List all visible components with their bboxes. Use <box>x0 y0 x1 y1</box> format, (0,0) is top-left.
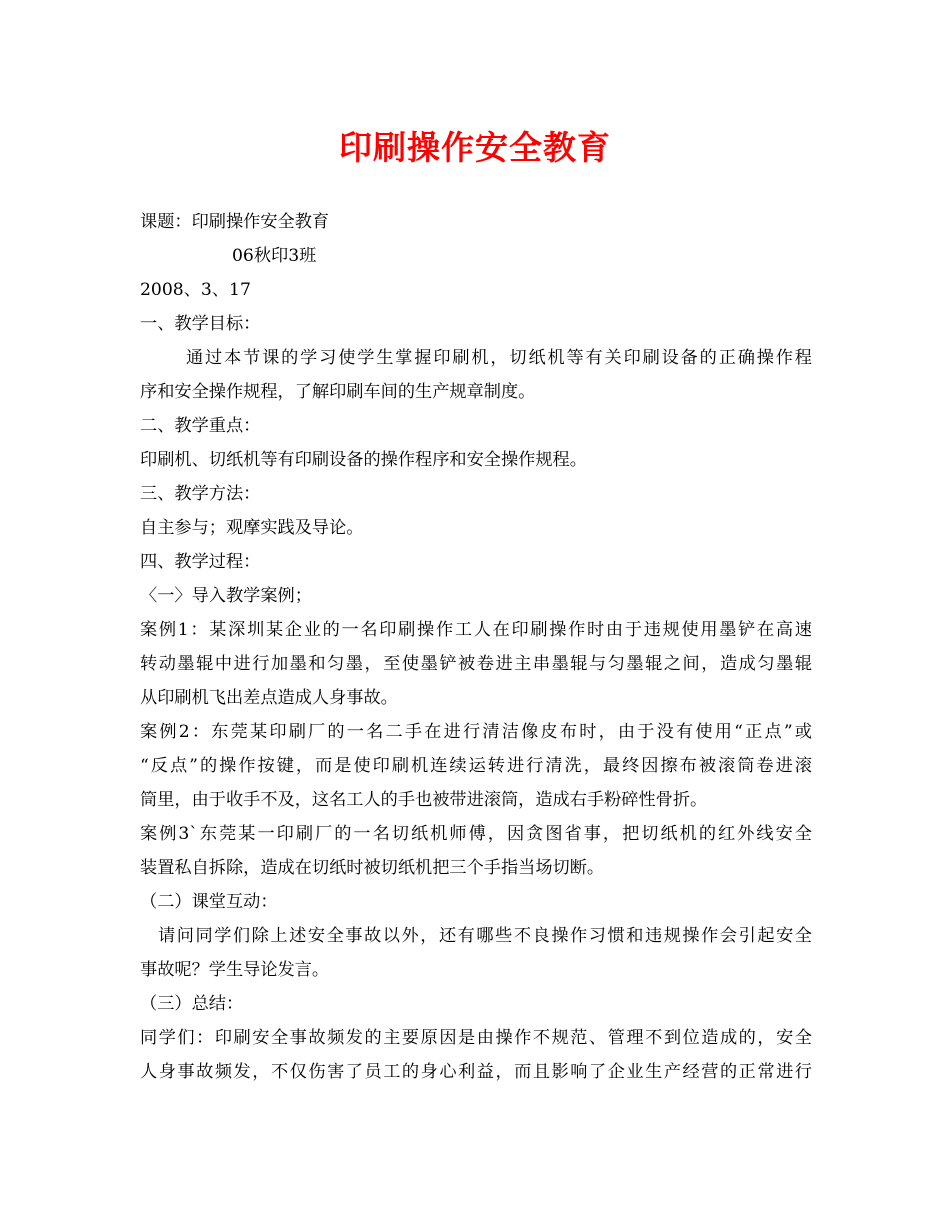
case-line: 从印刷机飞出差点造成人身事故。 <box>140 688 398 708</box>
case-line: 筒里，由于收手不及，这名工人的手也被带进滚筒，造成右手粉碎性骨折。 <box>140 790 708 810</box>
subsection-heading: （三）总结： <box>140 994 244 1014</box>
document-title: 印刷操作安全教育 <box>339 128 611 167</box>
paragraph-line: 自主参与；观摩实践及导论。 <box>140 518 364 538</box>
case-line: “反点”的操作按键，而是使印刷机连续运转进行清洗，最终因擦布被滚筒卷进滚 <box>140 756 812 776</box>
section-heading: 一、教学目标： <box>140 314 261 334</box>
case-line: 案例1：某深圳某企业的一名印刷操作工人在印刷操作时由于违规使用墨铲在高速 <box>140 620 812 640</box>
course-topic-line: 课题：印刷操作安全教育 <box>140 212 330 232</box>
paragraph-line: 同学们：印刷安全事故频发的主要原因是由操作不规范、管理不到位造成的，安全 <box>140 1028 812 1048</box>
paragraph-line: 事故呢？学生导论发言。 <box>140 960 330 980</box>
section-heading: 四、教学过程： <box>140 552 261 572</box>
paragraph-line: 序和安全操作规程，了解印刷车间的生产规章制度。 <box>140 382 536 402</box>
paragraph-line: 人身事故频发，不仅伤害了员工的身心利益，而且影响了企业生产经营的正常进行 <box>140 1062 812 1082</box>
paragraph-line: 通过本节课的学习使学生掌握印刷机，切纸机等有关印刷设备的正确操作程 <box>186 348 812 368</box>
case-line: 装置私自拆除，造成在切纸时被切纸机把三个手指当场切断。 <box>140 858 605 878</box>
case-line: 案例3`东莞某一印刷厂的一名切纸机师傅，因贪图省事，把切纸机的红外线安全 <box>140 824 812 844</box>
class-name-line: 06秋印3班 <box>232 246 317 266</box>
date-line: 2008、3、17 <box>140 280 251 300</box>
subsection-heading: （二）课堂互动： <box>140 892 278 912</box>
paragraph-line: 请问同学们除上述安全事故以外，还有哪些不良操作习惯和违规操作会引起安全 <box>158 926 812 946</box>
paragraph-line: 印刷机、切纸机等有印刷设备的操作程序和安全操作规程。 <box>140 450 587 470</box>
subsection-heading: 〈一〉导入教学案例； <box>140 586 312 606</box>
section-heading: 二、教学重点： <box>140 416 261 436</box>
document-body <box>140 205 812 1089</box>
case-line: 转动墨辊中进行加墨和匀墨，至使墨铲被卷进主串墨辊与匀墨辊之间，造成匀墨辊 <box>140 654 812 674</box>
case-line: 案例2：东莞某印刷厂的一名二手在进行清洁像皮布时，由于没有使用“正点”或 <box>140 722 812 742</box>
section-heading: 三、教学方法： <box>140 484 261 504</box>
